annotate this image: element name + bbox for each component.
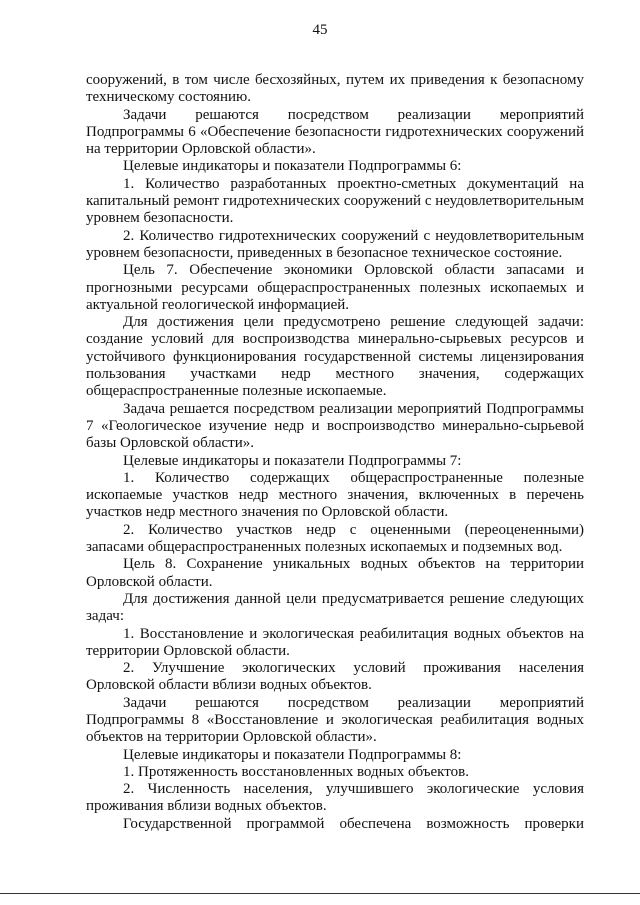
- paragraph: 1. Протяженность восстановленных водных объектов.: [123, 763, 469, 780]
- paragraph: 2. Количество участков недр с оцененными (переоцененными) запасами общераспространенных полезных ископаемых и подземных вод.: [86, 521, 584, 556]
- paragraph: Целевые индикаторы и показатели Подпрограммы 8:: [123, 746, 462, 763]
- paragraph: Задачи решаются посредством реализации мероприятий Подпрограммы 8 «Восстановление и экологическая реабилитация водных объектов на территории Орловской области».: [86, 694, 584, 746]
- paragraph: Целевые индикаторы и показатели Подпрограммы 6:: [123, 158, 462, 175]
- paragraph: 2. Количество гидротехнических сооружений с неудовлетворительным уровнем безопасности, приведенных в безопасное техническое состояние.: [86, 227, 584, 261]
- paragraph: 1. Количество разработанных проектно-сметных документаций на капитальный ремонт гидротехнических сооружений с неудовлетворительным уровнем безопасности.: [86, 175, 584, 227]
- paragraph: 2. Улучшение экологических условий проживания населения Орловской области вблизи водных объектов.: [86, 660, 584, 694]
- document-body: [86, 72, 584, 833]
- paragraph: Целевые индикаторы и показатели Подпрограммы 7:: [123, 452, 462, 469]
- paragraph: Государственной программой обеспечена возможность проверки: [123, 815, 584, 832]
- paragraph: Задача решается посредством реализации мероприятий Подпрограммы 7 «Геологическое изучение недр и воспроизводство минерально-сырьевой базы Орловской области».: [86, 400, 584, 452]
- paragraph: 2. Численность населения, улучшившего экологические условия проживания вблизи водных объектов.: [86, 781, 584, 815]
- page-bottom-rule: [0, 893, 640, 894]
- paragraph: сооружений, в том числе бесхозяйных, путем их приведения к безопасному техническому состоянию.: [86, 72, 584, 106]
- paragraph: Задачи решаются посредством реализации мероприятий Подпрограммы 6 «Обеспечение безопасности гидротехнических сооружений на территории Орловской области».: [86, 106, 584, 158]
- paragraph: 1. Восстановление и экологическая реабилитация водных объектов на территории Орловской области.: [86, 625, 584, 659]
- paragraph: Цель 7. Обеспечение экономики Орловской области запасами и прогнозными ресурсами общераспространенных полезных ископаемых и актуальной геологической информацией.: [86, 262, 584, 313]
- paragraph: 1. Количество содержащих общераспространенные полезные ископаемые участков недр местного значения, включенных в перечень участков недр местного значения по Орловской области.: [86, 469, 584, 521]
- page-number: 45: [312, 22, 328, 38]
- paragraph: Для достижения данной цели предусматривается решение следующих задач:: [86, 590, 584, 625]
- paragraph: Для достижения цели предусмотрено решение следующей задачи: создание условий для воспроизводства минерально-сырьевых ресурсов и устойчивого функционирования государственной системы лицензирования пользования участками недр местного значения, содержащих общераспространенные полезные ископаемые.: [86, 314, 584, 400]
- paragraph: Цель 8. Сохранение уникальных водных объектов на территории Орловской области.: [86, 556, 584, 590]
